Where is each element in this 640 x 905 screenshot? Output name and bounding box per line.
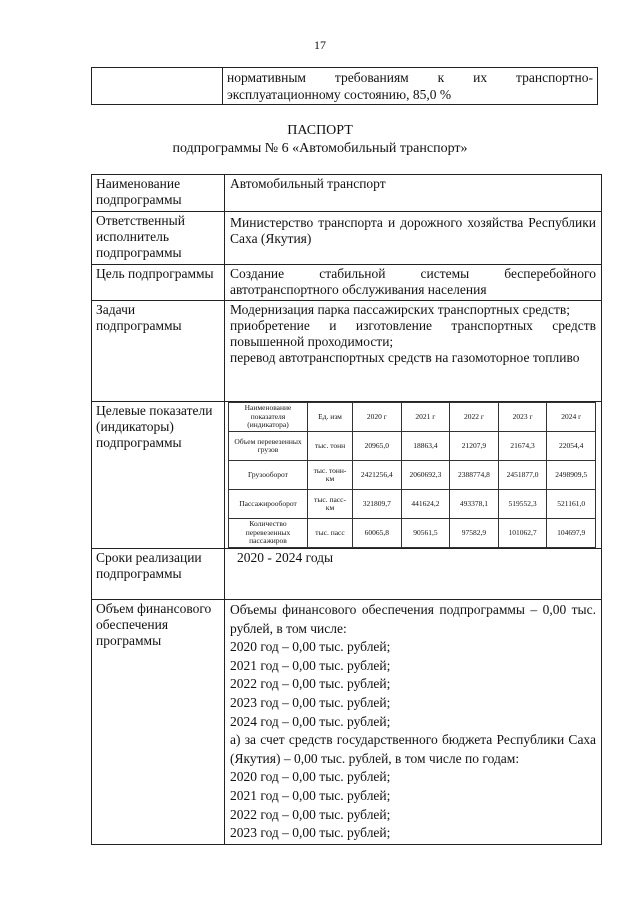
label-name: Наименование подпрограммы xyxy=(92,175,225,212)
indicator-row xyxy=(229,490,596,519)
value-name: Автомобильный транспорт xyxy=(225,175,602,212)
indicator-cell: 2421256,4 xyxy=(353,461,402,490)
label-goal: Цель подпрограммы xyxy=(92,265,225,301)
indicator-cell: 21674,3 xyxy=(498,432,547,461)
indicator-row xyxy=(229,461,596,490)
previous-table-fragment xyxy=(91,67,598,105)
value-indicators xyxy=(225,402,602,549)
row-financing xyxy=(92,600,602,845)
indicator-cell: Пассажирооборот xyxy=(229,490,308,519)
indicator-cell: Грузооборот xyxy=(229,461,308,490)
indicator-cell: 441624,2 xyxy=(401,490,450,519)
label-responsible: Ответственный исполнитель подпрограммы xyxy=(92,212,225,265)
row-responsible xyxy=(92,212,602,265)
indicator-header-cell: 2020 г xyxy=(353,403,402,432)
fragment-text-cell xyxy=(223,68,598,105)
value-responsible: Министерство транспорта и дорожного хозяйства Республики Саха (Якутия) xyxy=(225,212,602,265)
fragment-line-2: эксплуатационному состоянию, 85,0 % xyxy=(227,87,452,102)
indicator-cell: 521161,0 xyxy=(547,490,596,519)
indicator-cell: тыс. тонн xyxy=(308,432,353,461)
indicator-cell: 18863,4 xyxy=(401,432,450,461)
passport-heading xyxy=(0,122,640,158)
indicator-cell: 519552,3 xyxy=(498,490,547,519)
financing-budget-year: 2022 год – 0,00 тыс. рублей; xyxy=(230,806,391,822)
indicator-header-cell: Ед. изм xyxy=(308,403,353,432)
indicator-cell: 321809,7 xyxy=(353,490,402,519)
indicator-cell: тыс. пасс xyxy=(308,519,353,548)
value-financing xyxy=(225,600,602,845)
financing-intro: Объемы финансового обеспечения подпрограммы – 0,00 тыс. рублей, в том числе: xyxy=(230,602,596,636)
value-goal: Создание стабильной системы бесперебойного автотранспортного обслуживания населения xyxy=(225,265,602,301)
label-financing: Объем финансового обеспечения программы xyxy=(92,600,225,845)
indicator-header-cell: 2021 г xyxy=(401,403,450,432)
indicator-header-cell: Наименование показателя (индикатора) xyxy=(229,403,308,432)
indicator-cell: 2498909,5 xyxy=(547,461,596,490)
label-indicators: Целевые показатели (индикаторы) подпрограммы xyxy=(92,402,225,549)
value-period: 2020 - 2024 годы xyxy=(225,549,602,600)
value-tasks xyxy=(225,301,602,402)
indicator-cell: тыс. пасс-км xyxy=(308,490,353,519)
financing-year: 2021 год – 0,00 тыс. рублей; xyxy=(230,657,391,673)
row-period xyxy=(92,549,602,600)
indicator-cell: 22054,4 xyxy=(547,432,596,461)
indicator-cell: 2060692,3 xyxy=(401,461,450,490)
indicator-row xyxy=(229,432,596,461)
passport-subtitle: подпрограммы № 6 «Автомобильный транспорт» xyxy=(172,141,468,156)
financing-budget-year: 2023 год – 0,00 тыс. рублей; xyxy=(230,825,391,841)
financing-year: 2023 год – 0,00 тыс. рублей; xyxy=(230,694,391,710)
indicators-table xyxy=(228,402,596,548)
financing-year: 2022 год – 0,00 тыс. рублей; xyxy=(230,676,391,692)
indicator-cell: 104697,9 xyxy=(547,519,596,548)
row-tasks xyxy=(92,301,602,402)
passport-table xyxy=(91,174,602,845)
indicator-header-cell: 2023 г xyxy=(498,403,547,432)
label-period: Сроки реализации подпрограммы xyxy=(92,549,225,600)
indicator-cell: Объем перевезенных грузов xyxy=(229,432,308,461)
indicator-cell: 97582,9 xyxy=(450,519,499,548)
indicator-cell: 20965,0 xyxy=(353,432,402,461)
indicator-cell: 60065,8 xyxy=(353,519,402,548)
financing-budget-year: 2020 год – 0,00 тыс. рублей; xyxy=(230,769,391,785)
indicators-header-row xyxy=(229,403,596,432)
task-item-2: приобретение и изготовление транспортных средств повышенной проходимости; xyxy=(230,318,596,349)
task-item-3: перевод автотранспортных средств на газомоторное топливо xyxy=(230,350,580,365)
fragment-line-1: нормативным требованиям к их транспортно- xyxy=(227,70,593,85)
indicator-row xyxy=(229,519,596,548)
indicator-cell: 2451877,0 xyxy=(498,461,547,490)
financing-year: 2024 год – 0,00 тыс. рублей; xyxy=(230,713,391,729)
indicator-header-cell: 2024 г xyxy=(547,403,596,432)
row-name xyxy=(92,175,602,212)
indicator-cell: 493378,1 xyxy=(450,490,499,519)
row-goal xyxy=(92,265,602,301)
fragment-empty-cell xyxy=(92,68,223,105)
financing-year: 2020 год – 0,00 тыс. рублей; xyxy=(230,639,391,655)
indicator-cell: 90561,5 xyxy=(401,519,450,548)
row-indicators xyxy=(92,402,602,549)
indicator-cell: 21207,9 xyxy=(450,432,499,461)
label-tasks: Задачи подпрограммы xyxy=(92,301,225,402)
page-number: 17 xyxy=(314,38,326,52)
indicator-cell: 101062,7 xyxy=(498,519,547,548)
indicator-cell: Количество перевезенных пассажиров xyxy=(229,519,308,548)
financing-budget-year: 2021 год – 0,00 тыс. рублей; xyxy=(230,787,391,803)
indicator-header-cell: 2022 г xyxy=(450,403,499,432)
financing-budget-intro: а) за счет средств государственного бюджета Республики Саха (Якутия) – 0,00 тыс. рублей, в том числе по годам: xyxy=(230,732,596,766)
indicator-cell: тыс. тонн-км xyxy=(308,461,353,490)
task-item-1: Модернизация парка пассажирских транспортных средств; xyxy=(230,302,571,317)
passport-title: ПАСПОРТ xyxy=(287,123,353,138)
indicator-cell: 2388774,8 xyxy=(450,461,499,490)
